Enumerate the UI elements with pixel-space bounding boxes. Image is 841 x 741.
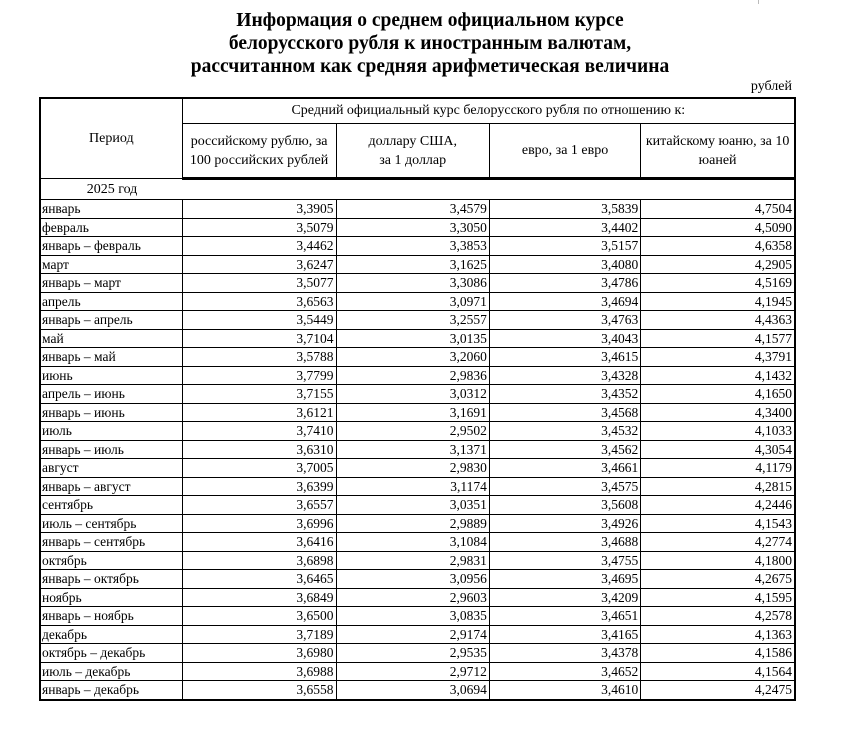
rub-rate-cell: 3,6557 <box>182 496 336 515</box>
column-header-eur <box>489 124 640 179</box>
rate-group-header: Средний официальный курс белорусского рубля по отношению к: <box>182 98 795 124</box>
rub-rate-cell: 3,6121 <box>182 403 336 422</box>
eur-rate-cell: 3,4165 <box>489 625 640 644</box>
year-label: 2025 год <box>86 181 138 197</box>
usd-rate-cell: 2,9535 <box>336 644 489 663</box>
cny-rate-cell: 4,1564 <box>641 662 795 681</box>
period-header: Период <box>40 98 182 179</box>
period-cell: январь – июнь <box>40 403 182 422</box>
cny-rate-cell: 4,3054 <box>641 440 795 459</box>
table-row <box>40 588 795 607</box>
year-cell <box>40 179 795 200</box>
column-header-usd-line2: за 1 доллар <box>379 152 447 168</box>
eur-rate-cell: 3,4661 <box>489 459 640 478</box>
usd-rate-cell: 3,1625 <box>336 255 489 274</box>
table-row <box>40 218 795 237</box>
table-row <box>40 533 795 552</box>
cny-rate-cell: 4,1595 <box>641 588 795 607</box>
cny-rate-cell: 4,2675 <box>641 570 795 589</box>
rub-rate-cell: 3,5077 <box>182 274 336 293</box>
cny-rate-cell: 4,1363 <box>641 625 795 644</box>
rub-rate-cell: 3,6980 <box>182 644 336 663</box>
rub-rate-cell: 3,6563 <box>182 292 336 311</box>
table-row <box>40 570 795 589</box>
rub-rate-cell: 3,7410 <box>182 422 336 441</box>
rub-rate-cell: 3,5788 <box>182 348 336 367</box>
table-row <box>40 255 795 274</box>
cny-rate-cell: 4,5169 <box>641 274 795 293</box>
usd-rate-cell: 3,3050 <box>336 218 489 237</box>
eur-rate-cell: 3,4352 <box>489 385 640 404</box>
period-cell: январь – сентябрь <box>40 533 182 552</box>
table-row <box>40 200 795 219</box>
eur-rate-cell: 3,4209 <box>489 588 640 607</box>
usd-rate-cell: 3,1691 <box>336 403 489 422</box>
usd-rate-cell: 3,0351 <box>336 496 489 515</box>
units-label: рублей <box>750 79 792 94</box>
cny-rate-cell: 4,1432 <box>641 366 795 385</box>
usd-rate-cell: 2,9712 <box>336 662 489 681</box>
table-row <box>40 403 795 422</box>
usd-rate-cell: 2,9502 <box>336 422 489 441</box>
cny-rate-cell: 4,1543 <box>641 514 795 533</box>
usd-rate-cell: 3,0835 <box>336 607 489 626</box>
usd-rate-cell: 3,3086 <box>336 274 489 293</box>
eur-rate-cell: 3,4763 <box>489 311 640 330</box>
rub-rate-cell: 3,6558 <box>182 681 336 700</box>
period-cell: январь – апрель <box>40 311 182 330</box>
usd-rate-cell: 2,9836 <box>336 366 489 385</box>
column-header-rub-line2: 100 российских рублей <box>189 152 329 168</box>
eur-rate-cell: 3,4651 <box>489 607 640 626</box>
eur-rate-cell: 3,4378 <box>489 644 640 663</box>
eur-rate-cell: 3,4402 <box>489 218 640 237</box>
rub-rate-cell: 3,6849 <box>182 588 336 607</box>
table-row <box>40 274 795 293</box>
usd-rate-cell: 3,0694 <box>336 681 489 700</box>
period-cell: январь – март <box>40 274 182 293</box>
cny-rate-cell: 4,2446 <box>641 496 795 515</box>
table-row <box>40 477 795 496</box>
rub-rate-cell: 3,7155 <box>182 385 336 404</box>
cny-rate-cell: 4,4363 <box>641 311 795 330</box>
rub-rate-cell: 3,6310 <box>182 440 336 459</box>
eur-rate-cell: 3,4043 <box>489 329 640 348</box>
period-cell: декабрь <box>40 625 182 644</box>
rub-rate-cell: 3,7189 <box>182 625 336 644</box>
period-cell: январь – июль <box>40 440 182 459</box>
eur-rate-cell: 3,5157 <box>489 237 640 256</box>
usd-rate-cell: 3,1371 <box>336 440 489 459</box>
cny-rate-cell: 4,5090 <box>641 218 795 237</box>
table-row <box>40 366 795 385</box>
usd-rate-cell: 3,2060 <box>336 348 489 367</box>
table-row <box>40 681 795 700</box>
column-header-eur-line1: евро, за 1 евро <box>521 143 609 158</box>
table-row <box>40 496 795 515</box>
cny-rate-cell: 4,1577 <box>641 329 795 348</box>
period-cell: февраль <box>40 218 182 237</box>
eur-rate-cell: 3,4786 <box>489 274 640 293</box>
table-row <box>40 514 795 533</box>
rub-rate-cell: 3,4462 <box>182 237 336 256</box>
usd-rate-cell: 3,0312 <box>336 385 489 404</box>
rub-rate-cell: 3,6988 <box>182 662 336 681</box>
period-cell: март <box>40 255 182 274</box>
period-cell: январь – май <box>40 348 182 367</box>
period-cell: октябрь – декабрь <box>40 644 182 663</box>
column-header-rub-line1: российскому рублю, за <box>190 133 328 149</box>
period-cell: июль – сентябрь <box>40 514 182 533</box>
cny-rate-cell: 4,2905 <box>641 255 795 274</box>
table-row <box>40 551 795 570</box>
usd-rate-cell: 2,9174 <box>336 625 489 644</box>
rub-rate-cell: 3,7104 <box>182 329 336 348</box>
period-cell: июль – декабрь <box>40 662 182 681</box>
period-cell: апрель – июнь <box>40 385 182 404</box>
column-header-cny <box>641 124 795 179</box>
table-row <box>40 459 795 478</box>
table-row <box>40 422 795 441</box>
period-cell: июль <box>40 422 182 441</box>
column-header-rub <box>182 124 336 179</box>
cny-rate-cell: 4,1945 <box>641 292 795 311</box>
table-row <box>40 625 795 644</box>
eur-rate-cell: 3,4694 <box>489 292 640 311</box>
title-line-1: Информация о среднем официальном курсе <box>236 10 624 31</box>
usd-rate-cell: 3,2557 <box>336 311 489 330</box>
period-cell: июнь <box>40 366 182 385</box>
period-cell: октябрь <box>40 551 182 570</box>
usd-rate-cell: 3,0956 <box>336 570 489 589</box>
eur-rate-cell: 3,4328 <box>489 366 640 385</box>
rub-rate-cell: 3,6500 <box>182 607 336 626</box>
eur-rate-cell: 3,4652 <box>489 662 640 681</box>
table-row <box>40 292 795 311</box>
period-cell: январь – август <box>40 477 182 496</box>
rub-rate-cell: 3,6898 <box>182 551 336 570</box>
period-cell: май <box>40 329 182 348</box>
period-cell: ноябрь <box>40 588 182 607</box>
column-header-cny-line1: китайскому юаню, за 10 <box>645 133 790 149</box>
usd-rate-cell: 3,1174 <box>336 477 489 496</box>
cny-rate-cell: 4,2475 <box>641 681 795 700</box>
eur-rate-cell: 3,4755 <box>489 551 640 570</box>
table-row <box>40 237 795 256</box>
usd-rate-cell: 2,9889 <box>336 514 489 533</box>
eur-rate-cell: 3,4695 <box>489 570 640 589</box>
table-row <box>40 662 795 681</box>
year-row <box>40 179 795 200</box>
cny-rate-cell: 4,1179 <box>641 459 795 478</box>
table-row <box>40 385 795 404</box>
usd-rate-cell: 3,0971 <box>336 292 489 311</box>
period-cell: январь – февраль <box>40 237 182 256</box>
rub-rate-cell: 3,3905 <box>182 200 336 219</box>
usd-rate-cell: 3,3853 <box>336 237 489 256</box>
eur-rate-cell: 3,4926 <box>489 514 640 533</box>
cny-rate-cell: 4,1650 <box>641 385 795 404</box>
cny-rate-cell: 4,1800 <box>641 551 795 570</box>
cny-rate-cell: 4,1586 <box>641 644 795 663</box>
rub-rate-cell: 3,7799 <box>182 366 336 385</box>
cny-rate-cell: 4,2815 <box>641 477 795 496</box>
cny-rate-cell: 4,2578 <box>641 607 795 626</box>
cny-rate-cell: 4,2774 <box>641 533 795 552</box>
eur-rate-cell: 3,4080 <box>489 255 640 274</box>
title-line-2: белорусского рубля к иностранным валютам, <box>228 33 632 54</box>
eur-rate-cell: 3,4688 <box>489 533 640 552</box>
period-cell: апрель <box>40 292 182 311</box>
rub-rate-cell: 3,6247 <box>182 255 336 274</box>
cny-rate-cell: 4,3400 <box>641 403 795 422</box>
eur-rate-cell: 3,4575 <box>489 477 640 496</box>
usd-rate-cell: 2,9831 <box>336 551 489 570</box>
table-row <box>40 311 795 330</box>
eur-rate-cell: 3,4610 <box>489 681 640 700</box>
rub-rate-cell: 3,6465 <box>182 570 336 589</box>
column-header-cny-line2: юаней <box>698 152 737 168</box>
period-cell: январь <box>40 200 182 219</box>
table-row <box>40 329 795 348</box>
usd-rate-cell: 3,0135 <box>336 329 489 348</box>
rub-rate-cell: 3,7005 <box>182 459 336 478</box>
cny-rate-cell: 4,1033 <box>641 422 795 441</box>
usd-rate-cell: 3,4579 <box>336 200 489 219</box>
rub-rate-cell: 3,6399 <box>182 477 336 496</box>
cny-rate-cell: 4,7504 <box>641 200 795 219</box>
document-title <box>0 9 841 78</box>
exchange-rate-table <box>39 97 796 701</box>
table-row <box>40 607 795 626</box>
period-cell: август <box>40 459 182 478</box>
title-line-3: рассчитанном как средняя арифметическая величина <box>190 56 670 77</box>
table-row <box>40 348 795 367</box>
eur-rate-cell: 3,5608 <box>489 496 640 515</box>
rub-rate-cell: 3,5079 <box>182 218 336 237</box>
eur-rate-cell: 3,5839 <box>489 200 640 219</box>
rub-rate-cell: 3,6996 <box>182 514 336 533</box>
rub-rate-cell: 3,5449 <box>182 311 336 330</box>
period-cell: январь – ноябрь <box>40 607 182 626</box>
usd-rate-cell: 3,1084 <box>336 533 489 552</box>
column-header-usd-line1: доллару США, <box>368 133 457 149</box>
eur-rate-cell: 3,4568 <box>489 403 640 422</box>
eur-rate-cell: 3,4532 <box>489 422 640 441</box>
eur-rate-cell: 3,4562 <box>489 440 640 459</box>
table-row <box>40 440 795 459</box>
table-row <box>40 644 795 663</box>
period-cell: январь – октябрь <box>40 570 182 589</box>
usd-rate-cell: 2,9830 <box>336 459 489 478</box>
cny-rate-cell: 4,6358 <box>641 237 795 256</box>
eur-rate-cell: 3,4615 <box>489 348 640 367</box>
period-cell: январь – декабрь <box>40 681 182 700</box>
usd-rate-cell: 2,9603 <box>336 588 489 607</box>
corner-mark <box>758 0 759 4</box>
rub-rate-cell: 3,6416 <box>182 533 336 552</box>
period-cell: сентябрь <box>40 496 182 515</box>
cny-rate-cell: 4,3791 <box>641 348 795 367</box>
column-header-usd <box>336 124 489 179</box>
